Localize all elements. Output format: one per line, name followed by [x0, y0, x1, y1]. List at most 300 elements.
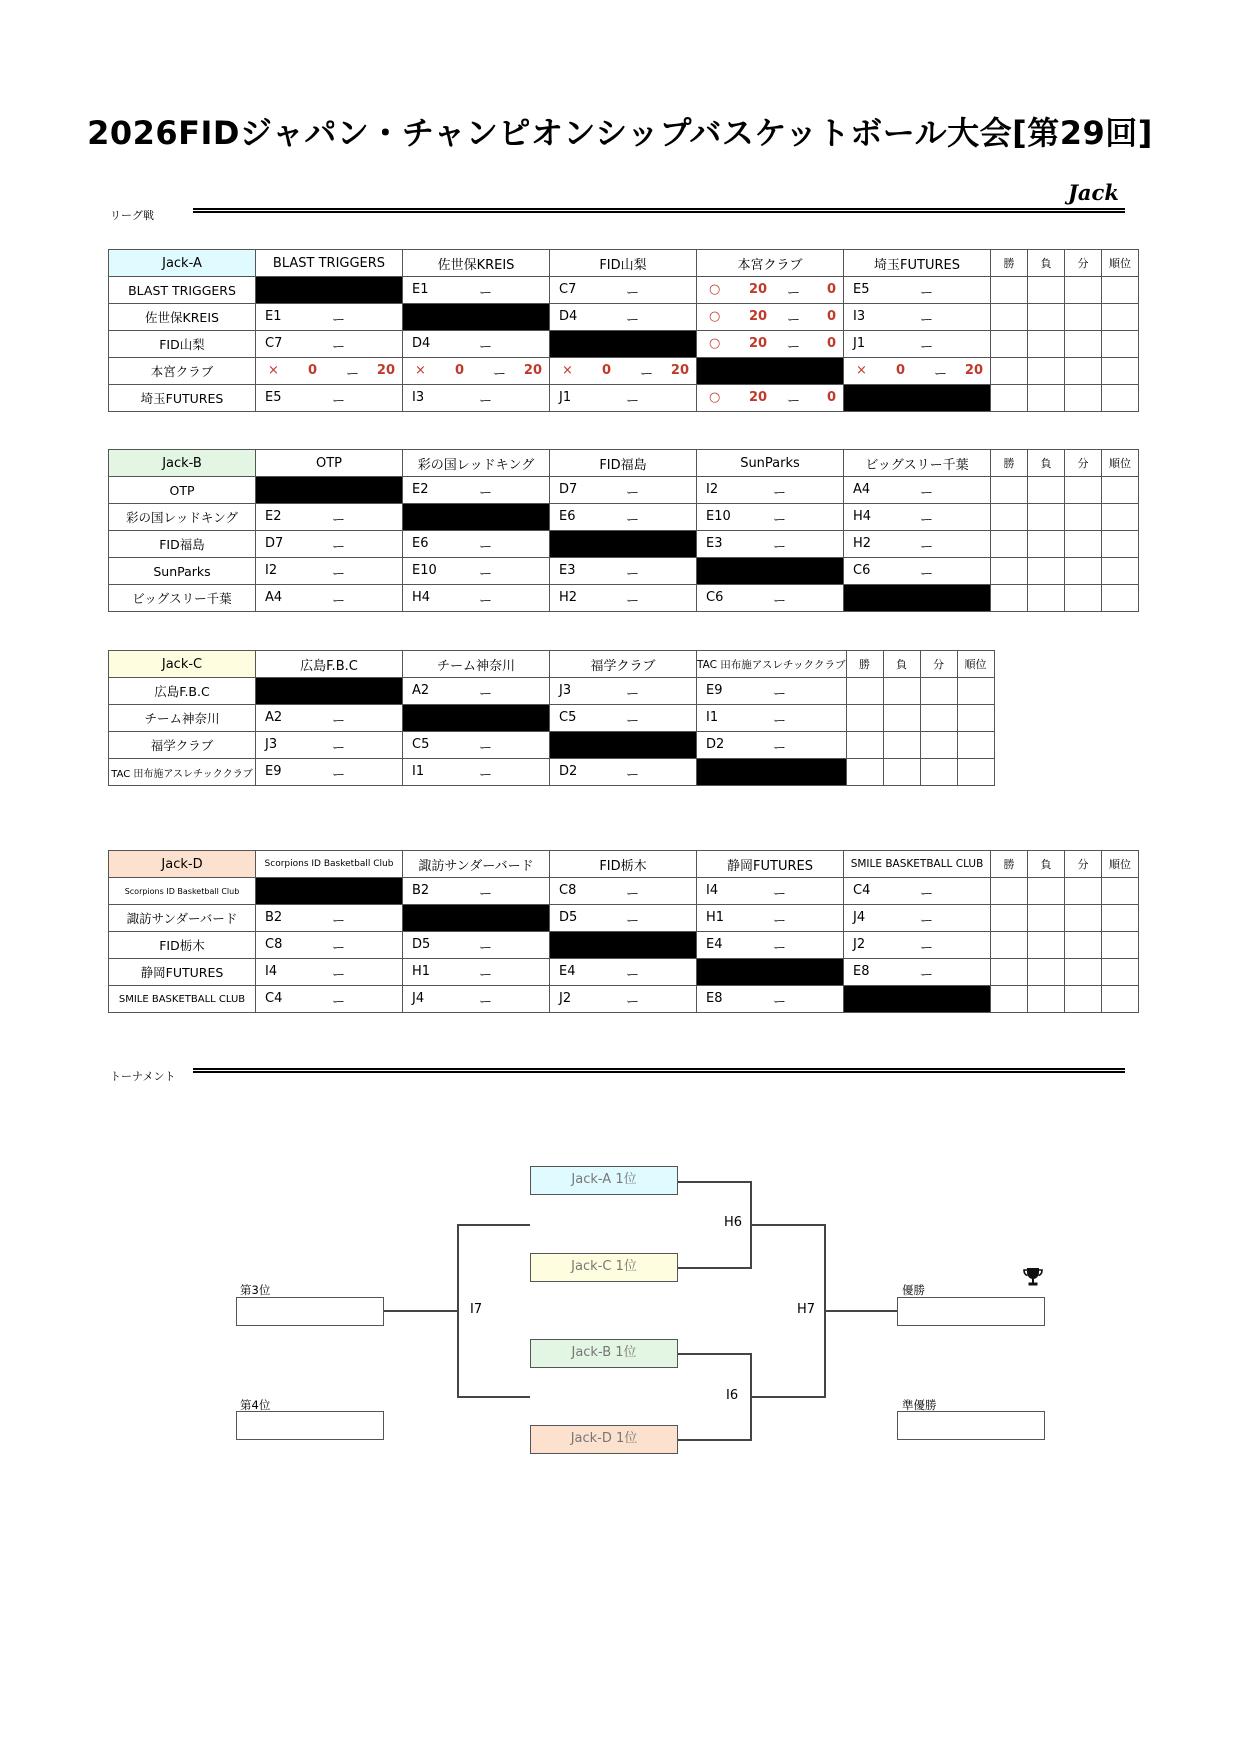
stat-cell [957, 732, 994, 759]
match-cell [403, 986, 550, 1013]
stat-header: 勝 [991, 250, 1028, 277]
row-team-name: TAC 田布施アスレチッククラブ [109, 759, 256, 786]
game-code: C8 [559, 883, 577, 898]
score-dash: ー [787, 286, 801, 301]
column-team-name: 埼玉FUTURES [844, 250, 991, 277]
table-row [109, 959, 1139, 986]
fourth-place-box [236, 1411, 384, 1440]
game-code: I2 [706, 482, 719, 497]
score-opponent: 0 [826, 282, 836, 297]
row-team-name: FID山梨 [109, 331, 256, 358]
group-name: Jack-A [109, 250, 256, 277]
match-cell [256, 558, 403, 585]
tournament-rule [193, 1068, 1125, 1073]
score-dash: ー [773, 513, 787, 528]
score-dash: ー [920, 513, 934, 528]
match-cell [403, 959, 550, 986]
game-label-semi1: H6 [724, 1215, 743, 1230]
row-team-name: 広島F.B.C [109, 678, 256, 705]
stat-cell [991, 905, 1028, 932]
result-mark: ○ [709, 336, 721, 351]
table-row [109, 932, 1139, 959]
match-cell [403, 878, 550, 905]
match-cell [697, 477, 844, 504]
score-dash: ー [934, 367, 948, 382]
stat-cell [1065, 331, 1102, 358]
column-team-name: 彩の国レッドキング [403, 450, 550, 477]
column-team-name: 諏訪サンダーバード [403, 851, 550, 878]
column-team-name: チーム神奈川 [403, 651, 550, 678]
stat-cell [1065, 905, 1102, 932]
table-row [109, 385, 1139, 412]
game-code: C5 [559, 710, 577, 725]
match-cell [550, 678, 697, 705]
game-code: H4 [412, 590, 431, 605]
match-cell [844, 304, 991, 331]
table-row [109, 504, 1139, 531]
match-cell [256, 585, 403, 612]
result-mark: × [415, 363, 426, 378]
stat-header: 順位 [1102, 250, 1139, 277]
score-dash: ー [479, 995, 493, 1010]
game-code: E3 [559, 563, 576, 578]
bracket-line [678, 1181, 751, 1183]
column-team-name: 佐世保KREIS [403, 250, 550, 277]
stat-cell [1102, 932, 1139, 959]
table-header-row [109, 250, 1139, 277]
match-cell [844, 477, 991, 504]
stat-cell [846, 759, 883, 786]
game-code: E4 [706, 937, 723, 952]
game-code: D5 [559, 910, 578, 925]
row-team-name: OTP [109, 477, 256, 504]
game-code: E6 [412, 536, 429, 551]
stat-cell [1065, 358, 1102, 385]
stat-cell [846, 678, 883, 705]
game-label-final: H7 [797, 1302, 816, 1317]
champion-box [897, 1297, 1045, 1326]
game-code: I2 [265, 563, 278, 578]
game-code: H1 [706, 910, 725, 925]
stat-cell [1065, 932, 1102, 959]
score-dash: ー [920, 887, 934, 902]
stat-header: 負 [883, 651, 920, 678]
score-dash: ー [626, 567, 640, 582]
league-table-jack-a [108, 249, 1139, 412]
column-team-name: FID山梨 [550, 250, 697, 277]
score-dash: ー [640, 367, 654, 382]
match-cell [403, 932, 550, 959]
row-team-name: 本宮クラブ [109, 358, 256, 385]
result-mark: × [562, 363, 573, 378]
score-dash: ー [773, 486, 787, 501]
column-team-name: TAC 田布施アスレチッククラブ [697, 651, 847, 678]
score-dash: ー [626, 313, 640, 328]
self-match-cell [403, 504, 550, 531]
third-place-box [236, 1297, 384, 1326]
score-own: 0 [896, 363, 906, 378]
match-cell [697, 705, 847, 732]
match-cell [256, 531, 403, 558]
match-cell [697, 531, 844, 558]
bracket-line [384, 1310, 458, 1312]
game-code: J2 [559, 991, 572, 1006]
self-match-cell [550, 331, 697, 358]
column-team-name: Scorpions ID Basketball Club [256, 851, 403, 878]
game-label-third: I7 [470, 1302, 483, 1317]
stat-cell [1028, 358, 1065, 385]
game-code: C4 [853, 883, 871, 898]
score-dash: ー [479, 594, 493, 609]
game-code: E2 [412, 482, 429, 497]
row-team-name: SMILE BASKETBALL CLUB [109, 986, 256, 1013]
score-dash: ー [626, 486, 640, 501]
match-cell [550, 477, 697, 504]
game-code: I4 [265, 964, 278, 979]
score-opponent: 0 [826, 390, 836, 405]
stat-cell [1065, 878, 1102, 905]
match-cell [550, 277, 697, 304]
match-cell [550, 878, 697, 905]
match-cell [550, 705, 697, 732]
stat-cell [1065, 558, 1102, 585]
score-dash: ー [332, 995, 346, 1010]
match-cell [256, 304, 403, 331]
score-dash: ー [332, 941, 346, 956]
league-table-jack-c [108, 650, 995, 786]
stat-cell [883, 678, 920, 705]
score-dash: ー [332, 594, 346, 609]
game-code: J1 [853, 336, 866, 351]
match-cell [256, 732, 403, 759]
game-code: I3 [853, 309, 866, 324]
row-team-name: 福学クラブ [109, 732, 256, 759]
column-team-name: 福学クラブ [550, 651, 697, 678]
match-cell [256, 986, 403, 1013]
match-cell [550, 986, 697, 1013]
score-dash: ー [332, 914, 346, 929]
self-match-cell [697, 759, 847, 786]
score-dash: ー [773, 914, 787, 929]
table-row [109, 277, 1139, 304]
stat-header: 分 [1065, 450, 1102, 477]
game-code: C7 [559, 282, 577, 297]
game-code: J2 [853, 937, 866, 952]
stat-cell [846, 732, 883, 759]
score-dash: ー [479, 340, 493, 355]
stat-cell [1028, 477, 1065, 504]
stat-cell [1028, 986, 1065, 1013]
self-match-cell [697, 959, 844, 986]
match-cell [697, 732, 847, 759]
stat-cell [920, 705, 957, 732]
match-cell [844, 504, 991, 531]
bracket-line [457, 1224, 530, 1226]
game-code: E6 [559, 509, 576, 524]
game-code: E8 [706, 991, 723, 1006]
stat-header: 順位 [1102, 450, 1139, 477]
row-team-name: 静岡FUTURES [109, 959, 256, 986]
game-code: B2 [412, 883, 430, 898]
score-dash: ー [787, 340, 801, 355]
stat-cell [1102, 878, 1139, 905]
game-code: D5 [412, 937, 431, 952]
score-dash: ー [773, 741, 787, 756]
score-dash: ー [479, 286, 493, 301]
tournament-section-label: トーナメント [110, 1070, 176, 1083]
game-code: J4 [853, 910, 866, 925]
seed-box-c: Jack-C 1位 [530, 1253, 678, 1282]
stat-header: 負 [1028, 250, 1065, 277]
match-cell [550, 358, 697, 385]
score-dash: ー [332, 394, 346, 409]
score-dash: ー [626, 394, 640, 409]
stat-cell [1065, 385, 1102, 412]
match-cell [697, 878, 844, 905]
score-dash: ー [626, 594, 640, 609]
match-cell [403, 558, 550, 585]
stat-cell [1028, 304, 1065, 331]
stat-cell [1102, 504, 1139, 531]
game-code: H4 [853, 509, 872, 524]
third-place-label: 第3位 [240, 1283, 271, 1297]
game-code: E1 [412, 282, 429, 297]
score-dash: ー [773, 941, 787, 956]
score-dash: ー [332, 714, 346, 729]
score-dash: ー [626, 968, 640, 983]
stat-cell [920, 678, 957, 705]
game-code: C6 [853, 563, 871, 578]
game-code: A4 [853, 482, 871, 497]
match-cell [844, 878, 991, 905]
table-row [109, 331, 1139, 358]
table-header-row [109, 651, 995, 678]
self-match-cell [844, 585, 991, 612]
champion-label: 優勝 [902, 1283, 925, 1297]
stat-cell [883, 732, 920, 759]
game-code: J3 [265, 737, 278, 752]
stat-header: 勝 [846, 651, 883, 678]
match-cell [256, 504, 403, 531]
division-label: Jack [1068, 180, 1119, 205]
score-dash: ー [626, 995, 640, 1010]
score-own: 20 [749, 309, 768, 324]
match-cell [844, 358, 991, 385]
stat-cell [846, 705, 883, 732]
self-match-cell [256, 678, 403, 705]
bracket-line [678, 1267, 751, 1269]
game-code: H2 [559, 590, 578, 605]
match-cell [844, 905, 991, 932]
trophy-icon [1022, 1266, 1044, 1288]
column-team-name: SunParks [697, 450, 844, 477]
stat-header: 勝 [991, 851, 1028, 878]
column-team-name: OTP [256, 450, 403, 477]
match-cell [697, 277, 844, 304]
match-cell [550, 959, 697, 986]
game-code: E2 [265, 509, 282, 524]
row-team-name: Scorpions ID Basketball Club [109, 878, 256, 905]
stat-header: 分 [1065, 250, 1102, 277]
table-header-row [109, 450, 1139, 477]
row-team-name: チーム神奈川 [109, 705, 256, 732]
self-match-cell [403, 905, 550, 932]
stat-cell [1065, 585, 1102, 612]
column-team-name: FID福島 [550, 450, 697, 477]
stat-cell [991, 959, 1028, 986]
score-dash: ー [626, 286, 640, 301]
score-dash: ー [773, 887, 787, 902]
match-cell [550, 385, 697, 412]
runner-up-label: 準優勝 [902, 1398, 937, 1412]
stat-cell [991, 585, 1028, 612]
score-dash: ー [626, 914, 640, 929]
league-table-jack-d [108, 850, 1139, 1013]
table-row [109, 905, 1139, 932]
table-row [109, 878, 1139, 905]
score-opponent: 0 [826, 336, 836, 351]
game-code: I1 [706, 710, 719, 725]
score-dash: ー [773, 714, 787, 729]
score-dash: ー [479, 394, 493, 409]
match-cell [697, 905, 844, 932]
game-code: I4 [706, 883, 719, 898]
result-mark: ○ [709, 309, 721, 324]
stat-cell [991, 558, 1028, 585]
score-dash: ー [773, 540, 787, 555]
result-mark: × [856, 363, 867, 378]
match-cell [844, 959, 991, 986]
self-match-cell [550, 932, 697, 959]
column-team-name: ビッグスリー千葉 [844, 450, 991, 477]
stat-cell [883, 759, 920, 786]
seed-box-d: Jack-D 1位 [530, 1425, 678, 1454]
match-cell [403, 732, 550, 759]
game-code: C6 [706, 590, 724, 605]
game-code: E10 [412, 563, 437, 578]
game-code: D2 [706, 737, 725, 752]
stat-cell [1028, 878, 1065, 905]
bracket-line [678, 1439, 751, 1441]
column-team-name: BLAST TRIGGERS [256, 250, 403, 277]
score-dash: ー [332, 340, 346, 355]
stat-cell [991, 531, 1028, 558]
stat-cell [1028, 959, 1065, 986]
stat-cell [1065, 959, 1102, 986]
score-dash: ー [773, 594, 787, 609]
score-dash: ー [479, 887, 493, 902]
row-team-name: 彩の国レッドキング [109, 504, 256, 531]
stat-cell [1028, 585, 1065, 612]
score-dash: ー [332, 313, 346, 328]
game-code: H1 [412, 964, 431, 979]
stat-cell [957, 678, 994, 705]
match-cell [256, 331, 403, 358]
match-cell [844, 331, 991, 358]
fourth-place-label: 第4位 [240, 1398, 271, 1412]
bracket-line [751, 1224, 825, 1226]
stat-cell [1102, 277, 1139, 304]
match-cell [697, 585, 844, 612]
stat-header: 負 [1028, 450, 1065, 477]
game-code: J4 [412, 991, 425, 1006]
game-code: I1 [412, 764, 425, 779]
score-dash: ー [332, 567, 346, 582]
game-code: C7 [265, 336, 283, 351]
score-dash: ー [787, 313, 801, 328]
stat-cell [991, 385, 1028, 412]
stat-cell [991, 932, 1028, 959]
score-dash: ー [479, 741, 493, 756]
stat-cell [1028, 331, 1065, 358]
game-code: H2 [853, 536, 872, 551]
game-code: D7 [559, 482, 578, 497]
game-code: I3 [412, 390, 425, 405]
stat-header: 負 [1028, 851, 1065, 878]
self-match-cell [256, 477, 403, 504]
stat-cell [1065, 304, 1102, 331]
stat-header: 分 [920, 651, 957, 678]
stat-cell [991, 331, 1028, 358]
stat-cell [991, 358, 1028, 385]
match-cell [403, 585, 550, 612]
stat-cell [1102, 986, 1139, 1013]
table-row [109, 732, 995, 759]
match-cell [256, 358, 403, 385]
score-dash: ー [920, 941, 934, 956]
game-code: D7 [265, 536, 284, 551]
score-dash: ー [920, 286, 934, 301]
self-match-cell [403, 705, 550, 732]
seed-box-a: Jack-A 1位 [530, 1166, 678, 1195]
row-team-name: FID福島 [109, 531, 256, 558]
match-cell [844, 932, 991, 959]
row-team-name: 埼玉FUTURES [109, 385, 256, 412]
table-row [109, 558, 1139, 585]
score-dash: ー [332, 741, 346, 756]
table-row [109, 304, 1139, 331]
self-match-cell [697, 358, 844, 385]
stat-cell [1102, 558, 1139, 585]
division-rule [193, 208, 1125, 213]
game-code: E5 [853, 282, 870, 297]
page-title: 2026FIDジャパン・チャンピオンシップバスケットボール大会[第29回] [87, 114, 1153, 152]
game-code: E9 [706, 683, 723, 698]
score-dash: ー [479, 486, 493, 501]
stat-cell [991, 504, 1028, 531]
match-cell [844, 558, 991, 585]
match-cell [697, 932, 844, 959]
game-code: B2 [265, 910, 283, 925]
game-code: E3 [706, 536, 723, 551]
score-dash: ー [920, 340, 934, 355]
score-own: 0 [455, 363, 465, 378]
stat-cell [1065, 986, 1102, 1013]
score-dash: ー [626, 768, 640, 783]
match-cell [403, 385, 550, 412]
score-dash: ー [479, 567, 493, 582]
match-cell [403, 331, 550, 358]
match-cell [550, 304, 697, 331]
stat-cell [883, 705, 920, 732]
self-match-cell [844, 986, 991, 1013]
bracket-line [678, 1353, 751, 1355]
match-cell [697, 504, 844, 531]
game-code: D4 [559, 309, 578, 324]
score-dash: ー [479, 687, 493, 702]
stat-header: 勝 [991, 450, 1028, 477]
bracket-line [825, 1310, 897, 1312]
